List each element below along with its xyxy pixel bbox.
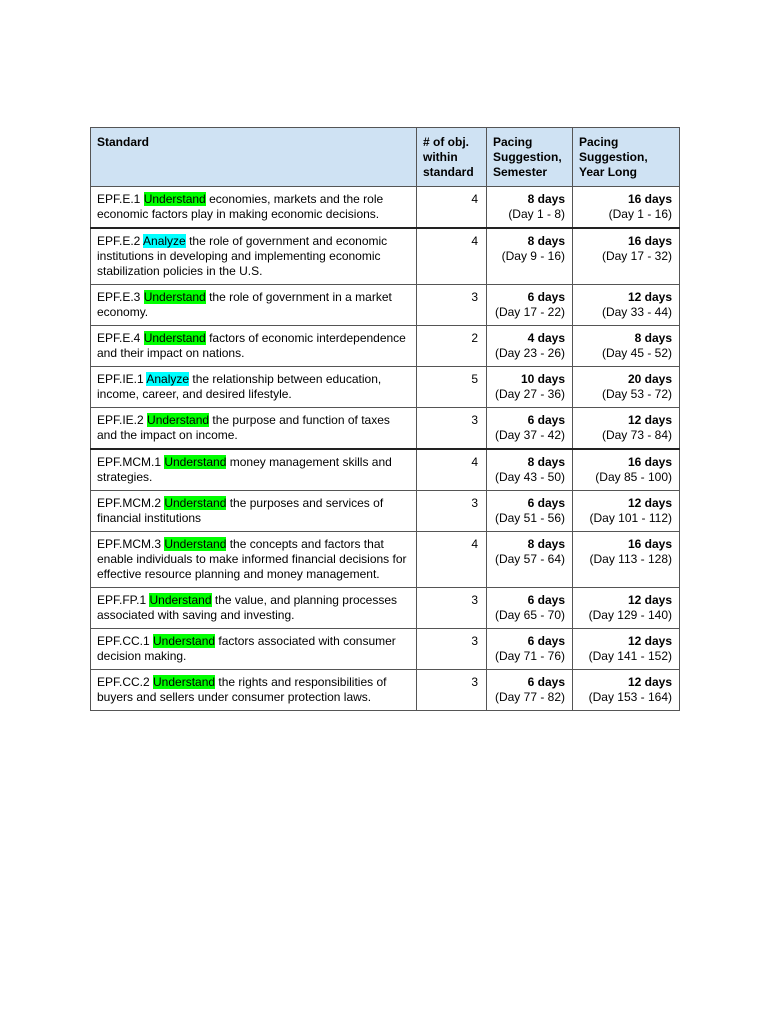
semester-days: 8 days xyxy=(527,192,565,206)
year-long-days: 12 days xyxy=(627,675,672,689)
standard-code: EPF.IE.2 xyxy=(97,413,148,427)
year-long-days: 12 days xyxy=(627,413,672,427)
year-long-pacing xyxy=(573,285,680,326)
semester-days: 8 days xyxy=(527,455,565,469)
table-header-row xyxy=(91,128,680,187)
year-long-range: (Day 73 - 84) xyxy=(601,428,672,442)
header-year-long: Pacing Suggestion, Year Long xyxy=(573,128,680,187)
semester-pacing xyxy=(487,449,573,491)
year-long-days: 16 days xyxy=(627,234,672,248)
year-long-days: 20 days xyxy=(627,372,672,386)
header-objectives: # of obj. within standard xyxy=(417,128,487,187)
objectives-count: 4 xyxy=(417,187,487,229)
standard-verb-highlight: Understand xyxy=(143,192,206,206)
semester-range: (Day 43 - 50) xyxy=(494,470,565,484)
objectives-count: 5 xyxy=(417,367,487,408)
standard-description: factors associated with consumer decision making. xyxy=(97,634,396,663)
standard-description: the value, and planning processes associated with saving and investing. xyxy=(97,593,397,622)
semester-pacing xyxy=(487,187,573,229)
table-row xyxy=(91,285,680,326)
standard-description: the role of government in a market economy. xyxy=(97,290,392,319)
objectives-count: 4 xyxy=(417,532,487,588)
year-long-range: (Day 141 - 152) xyxy=(588,649,672,663)
standard-verb-highlight: Understand xyxy=(164,455,227,469)
objectives-count: 2 xyxy=(417,326,487,367)
standard-description: the role of government and economic institutions in developing and implementing economic stabilization policies in the U.S. xyxy=(97,234,388,278)
standard-cell xyxy=(91,326,417,367)
standard-verb-highlight: Understand xyxy=(143,331,206,345)
semester-pacing xyxy=(487,408,573,450)
table-body xyxy=(91,187,680,711)
semester-range: (Day 57 - 64) xyxy=(494,552,565,566)
standard-verb-highlight: Analyze xyxy=(143,234,186,248)
semester-days: 6 days xyxy=(527,290,565,304)
standard-description: money management skills and strategies. xyxy=(97,455,392,484)
table-row xyxy=(91,629,680,670)
standard-verb-highlight: Understand xyxy=(164,496,227,510)
standard-description: the purposes and services of financial institutions xyxy=(97,496,384,525)
table-row xyxy=(91,408,680,450)
year-long-range: (Day 1 - 16) xyxy=(608,207,672,221)
semester-range: (Day 23 - 26) xyxy=(494,346,565,360)
header-standard: Standard xyxy=(91,128,417,187)
year-long-days: 12 days xyxy=(627,290,672,304)
standard-verb-highlight: Analyze xyxy=(146,372,190,386)
semester-pacing xyxy=(487,367,573,408)
year-long-days: 16 days xyxy=(627,192,672,206)
standard-cell xyxy=(91,228,417,285)
semester-pacing xyxy=(487,285,573,326)
year-long-pacing xyxy=(573,588,680,629)
semester-pacing xyxy=(487,326,573,367)
standard-code: EPF.E.2 xyxy=(97,234,144,248)
year-long-pacing xyxy=(573,629,680,670)
standard-verb-highlight: Understand xyxy=(153,675,216,689)
year-long-days: 16 days xyxy=(627,455,672,469)
pacing-table xyxy=(90,127,680,711)
standard-cell xyxy=(91,588,417,629)
standard-description: the relationship between education, income, career, and desired lifestyle. xyxy=(97,372,382,401)
year-long-range: (Day 129 - 140) xyxy=(588,608,672,622)
semester-range: (Day 71 - 76) xyxy=(494,649,565,663)
table-row xyxy=(91,367,680,408)
standard-cell xyxy=(91,532,417,588)
standard-description: economies, markets and the role economic factors play in making economic decisions. xyxy=(97,192,384,221)
standard-code: EPF.MCM.3 xyxy=(97,537,165,551)
year-long-range: (Day 85 - 100) xyxy=(595,470,672,484)
standard-description: the rights and responsibilities of buyers and sellers under consumer protection laws. xyxy=(97,675,387,704)
semester-days: 6 days xyxy=(527,413,565,427)
objectives-count: 3 xyxy=(417,629,487,670)
year-long-days: 12 days xyxy=(627,496,672,510)
semester-range: (Day 65 - 70) xyxy=(494,608,565,622)
standard-code: EPF.MCM.2 xyxy=(97,496,165,510)
standard-cell xyxy=(91,408,417,450)
year-long-days: 12 days xyxy=(627,634,672,648)
table-row xyxy=(91,491,680,532)
standard-description: the purpose and function of taxes and the impact on income. xyxy=(97,413,390,442)
objectives-count: 3 xyxy=(417,588,487,629)
year-long-pacing xyxy=(573,367,680,408)
standard-cell xyxy=(91,629,417,670)
standard-verb-highlight: Understand xyxy=(147,413,210,427)
semester-pacing xyxy=(487,629,573,670)
standard-cell xyxy=(91,187,417,229)
table-row xyxy=(91,228,680,285)
semester-pacing xyxy=(487,228,573,285)
standard-code: EPF.CC.1 xyxy=(97,634,154,648)
semester-days: 8 days xyxy=(527,234,565,248)
semester-days: 8 days xyxy=(527,537,565,551)
year-long-range: (Day 101 - 112) xyxy=(589,511,672,525)
objectives-count: 3 xyxy=(417,408,487,450)
semester-range: (Day 37 - 42) xyxy=(494,428,565,442)
semester-days: 4 days xyxy=(527,331,565,345)
standard-code: EPF.E.4 xyxy=(97,331,144,345)
table-row xyxy=(91,326,680,367)
standard-description: factors of economic interdependence and their impact on nations. xyxy=(97,331,406,360)
semester-days: 6 days xyxy=(527,675,565,689)
year-long-days: 8 days xyxy=(634,331,672,345)
table-row xyxy=(91,187,680,229)
objectives-count: 3 xyxy=(417,285,487,326)
table-row xyxy=(91,532,680,588)
standard-cell xyxy=(91,449,417,491)
standard-verb-highlight: Understand xyxy=(149,593,212,607)
semester-range: (Day 1 - 8) xyxy=(508,207,565,221)
semester-range: (Day 77 - 82) xyxy=(494,690,565,704)
standard-description: the concepts and factors that enable individuals to make informed financial decisions for effective resource planning and money management. xyxy=(97,537,407,581)
standard-cell xyxy=(91,285,417,326)
semester-pacing xyxy=(487,588,573,629)
semester-pacing xyxy=(487,491,573,532)
semester-range: (Day 51 - 56) xyxy=(494,511,565,525)
table-row xyxy=(91,670,680,711)
table-row xyxy=(91,588,680,629)
standard-code: EPF.CC.2 xyxy=(97,675,154,689)
year-long-days: 12 days xyxy=(627,593,672,607)
year-long-range: (Day 113 - 128) xyxy=(589,552,672,566)
semester-range: (Day 9 - 16) xyxy=(501,249,565,263)
semester-pacing xyxy=(487,532,573,588)
standard-code: EPF.E.1 xyxy=(97,192,144,206)
year-long-pacing xyxy=(573,187,680,229)
year-long-range: (Day 45 - 52) xyxy=(601,346,672,360)
semester-days: 6 days xyxy=(527,593,565,607)
year-long-range: (Day 153 - 164) xyxy=(588,690,672,704)
standard-code: EPF.MCM.1 xyxy=(97,455,165,469)
year-long-days: 16 days xyxy=(627,537,672,551)
standard-verb-highlight: Understand xyxy=(164,537,227,551)
objectives-count: 4 xyxy=(417,228,487,285)
standard-cell xyxy=(91,491,417,532)
objectives-count: 3 xyxy=(417,491,487,532)
semester-range: (Day 27 - 36) xyxy=(494,387,565,401)
standard-code: EPF.IE.1 xyxy=(97,372,147,386)
year-long-pacing xyxy=(573,491,680,532)
semester-days: 10 days xyxy=(520,372,565,386)
header-semester: Pacing Suggestion, Semester xyxy=(487,128,573,187)
semester-pacing xyxy=(487,670,573,711)
year-long-range: (Day 17 - 32) xyxy=(601,249,672,263)
year-long-range: (Day 33 - 44) xyxy=(601,305,672,319)
standard-verb-highlight: Understand xyxy=(153,634,216,648)
semester-range: (Day 17 - 22) xyxy=(494,305,565,319)
year-long-pacing xyxy=(573,449,680,491)
semester-days: 6 days xyxy=(527,634,565,648)
year-long-pacing xyxy=(573,408,680,450)
standard-code: EPF.FP.1 xyxy=(97,593,150,607)
year-long-pacing xyxy=(573,670,680,711)
standard-cell xyxy=(91,367,417,408)
standard-verb-highlight: Understand xyxy=(143,290,206,304)
objectives-count: 4 xyxy=(417,449,487,491)
standard-cell xyxy=(91,670,417,711)
standard-code: EPF.E.3 xyxy=(97,290,144,304)
year-long-pacing xyxy=(573,326,680,367)
year-long-range: (Day 53 - 72) xyxy=(601,387,672,401)
objectives-count: 3 xyxy=(417,670,487,711)
semester-days: 6 days xyxy=(527,496,565,510)
year-long-pacing xyxy=(573,532,680,588)
year-long-pacing xyxy=(573,228,680,285)
table-row xyxy=(91,449,680,491)
